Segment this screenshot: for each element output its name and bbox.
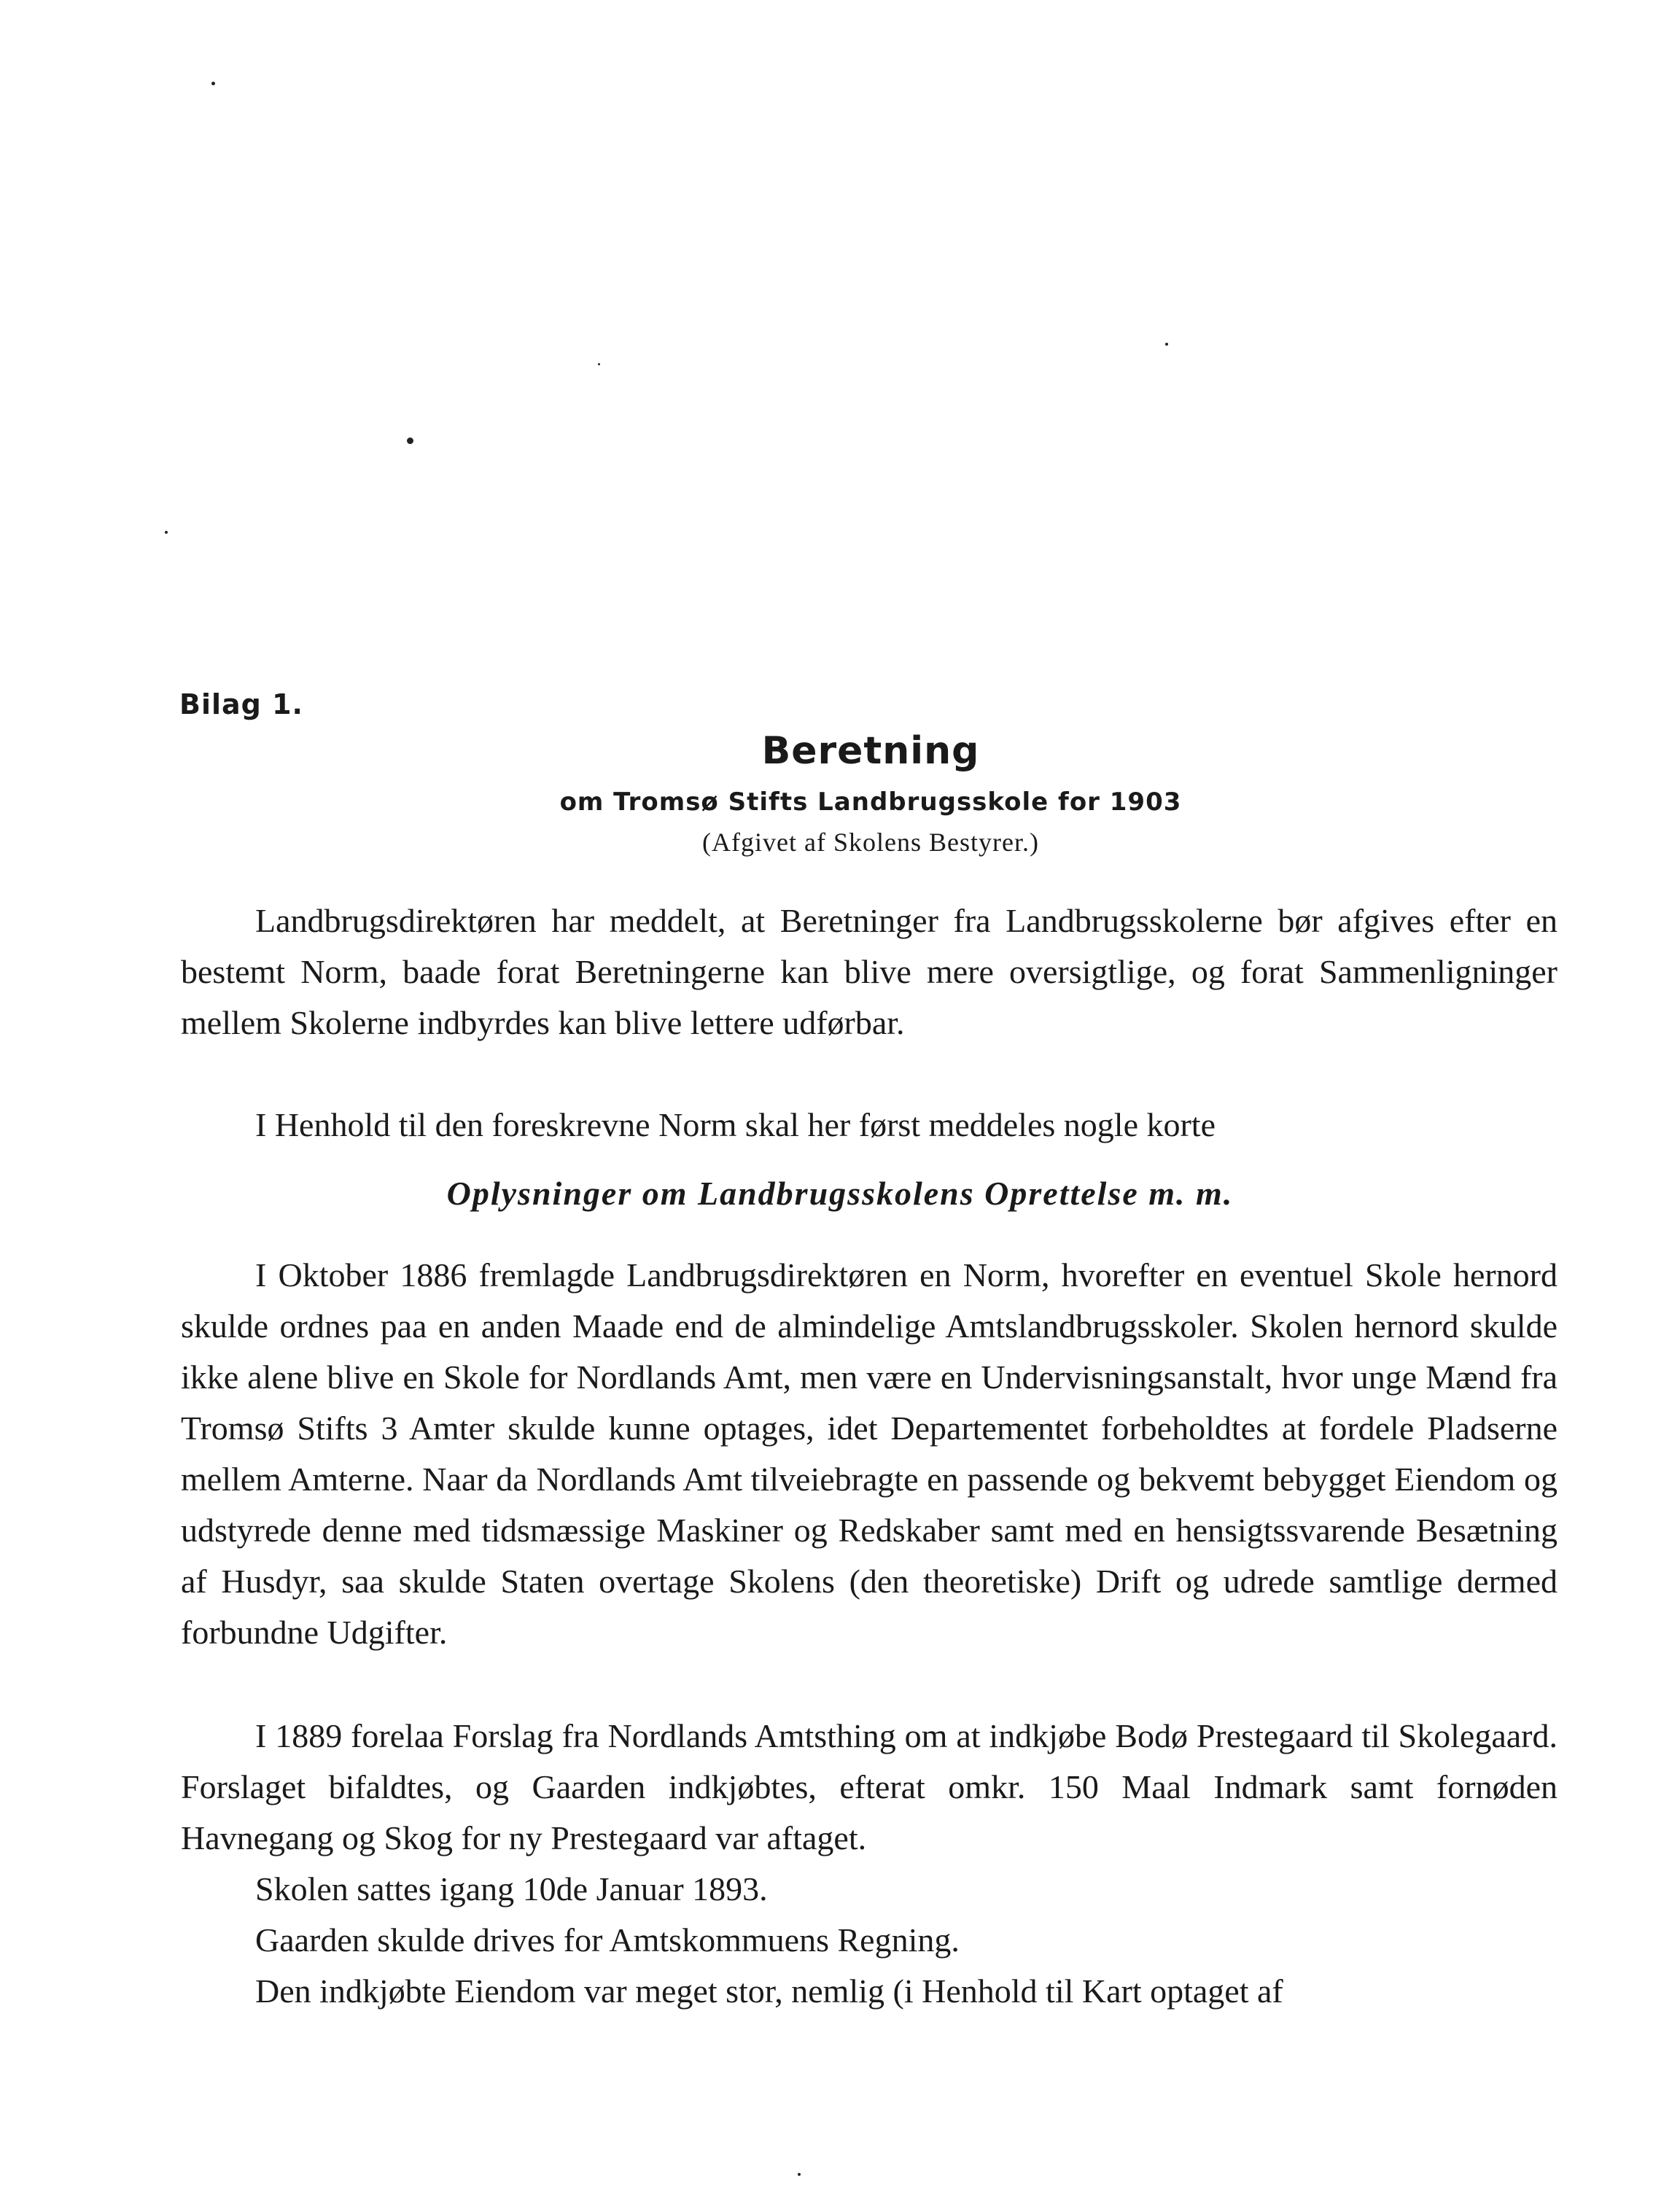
appendix-label: Bilag 1. [179,688,303,720]
section-heading: Oplysninger om Landbrugsskolens Oprettelse m. m. [446,1175,1234,1212]
scan-speck [165,531,168,534]
scan-speck [407,438,413,444]
scan-speck [1165,343,1168,346]
intro-paragraph-2: I Henhold til den foreskrevne Norm skal her først meddeles nogle korte [255,1106,1216,1143]
scan-speck [211,82,215,85]
page-title: Beretning [761,729,980,773]
body-paragraph-5: Den indkjøbte Eiendom var meget stor, nemlig (i Henhold til Kart optaget af [255,1972,1283,2010]
scan-speck [598,363,600,365]
body-paragraph-2: I 1889 forelaa Forslag fra Nordlands Amtsthing om at indkjøbe Bodø Prestegaard til Skolegaard. Forslaget bifaldtes, og Gaarden indkjøbtes, efterat omkr. 150 Maal Indmark samt fornøden Havnegang og Skog for ny Prestegaard var aftaget. [181,1717,1558,1856]
intro-paragraph-1: Landbrugsdirektøren har meddelt, at Beretninger fra Landbrugsskolerne bør afgives efter en bestemt Norm, baade forat Beretningerne kan blive mere oversigtlige, og forat Sammenligninger mellem Skolerne indbyrdes kan blive lettere udførbar. [181,902,1558,1041]
scan-speck [798,2173,801,2176]
body-paragraph-4: Gaarden skulde drives for Amtskommuens Regning. [255,1921,960,1959]
author-note: (Afgivet af Skolens Bestyrer.) [702,828,1039,857]
page-subtitle: om Tromsø Stifts Landbrugsskole for 1903 [559,788,1182,817]
body-paragraph-1: I Oktober 1886 fremlagde Landbrugsdirektøren en Norm, hvorefter en eventuel Skole hernord skulde ordnes paa en anden Maade end de almindelige Amtslandbrugsskoler. Skolen hernord skulde ikke alene blive en Skole for Nordlands Amt, men være en Undervisningsanstalt, hvor unge Mænd fra Tromsø Stifts 3 Amter skulde kunne optages, idet Departementet forbeholdtes at fordele Pladserne mellem Amterne. Naar da Nordlands Amt tilveiebragte en passende og bekvemt bebygget Eiendom og udstyrede denne med tidsmæssige Maskiner og Redskaber samt med en hensigtssvarende Besætning af Husdyr, saa skulde Staten overtage Skolens (den theoretiske) Drift og udrede samtlige dermed forbundne Udgifter. [181,1256,1558,1651]
body-paragraph-3: Skolen sattes igang 10de Januar 1893. [255,1870,768,1908]
